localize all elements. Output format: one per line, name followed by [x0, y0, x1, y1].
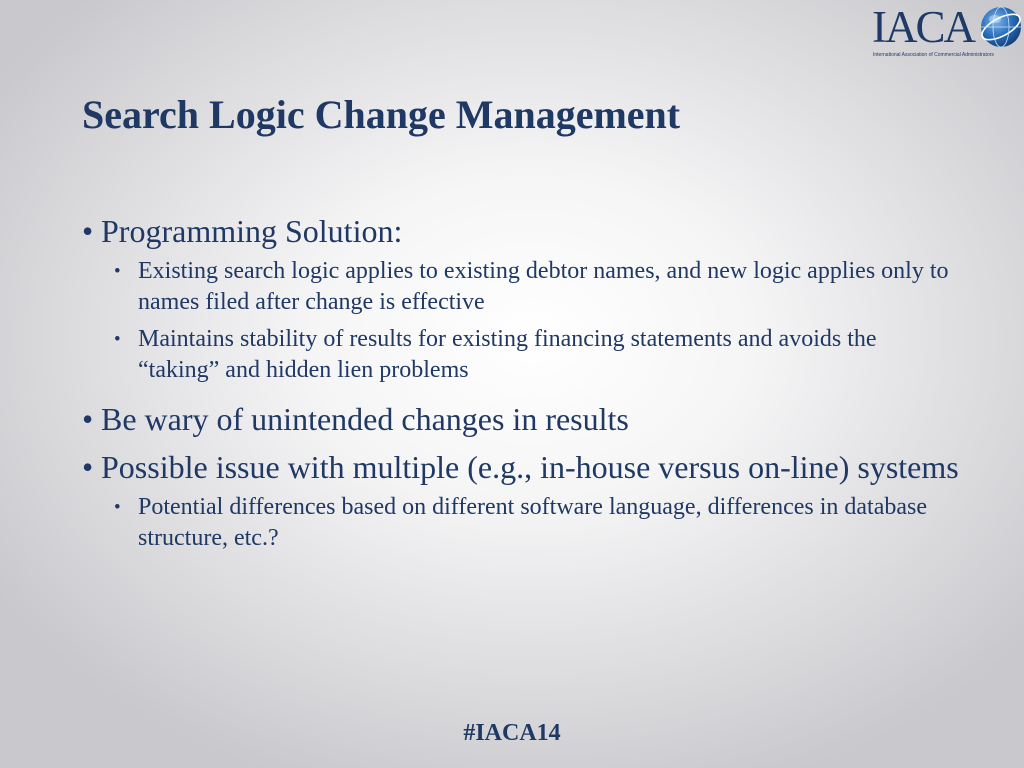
bullet-dot: •: [114, 261, 121, 282]
bullet-dot: •: [114, 329, 121, 350]
iaca-logo: [868, 2, 1024, 64]
sub-bullet-item: [114, 492, 962, 554]
sub-bullet-item: [114, 256, 962, 318]
logo-subtitle: International Association of Commercial Administrators: [873, 52, 994, 58]
bullet-item: [82, 208, 962, 254]
bullet-item: [82, 444, 962, 490]
bullet-dot: •: [82, 401, 94, 437]
bullet-text: Programming Solution:: [101, 213, 403, 249]
bullet-text: Possible issue with multiple (e.g., in-house versus on-line) systems: [101, 449, 959, 485]
globe-icon: [978, 4, 1024, 50]
bullet-item: [82, 396, 962, 442]
bullet-dot: •: [82, 449, 94, 485]
bullet-list: [82, 208, 962, 560]
logo-wordmark: IACA: [872, 2, 974, 52]
slide-footer-hashtag: #IACA14: [463, 720, 561, 746]
sub-bullet-item: [114, 324, 962, 386]
sub-bullet-text: Potential differences based on different software language, differences in database structure, etc.?: [138, 494, 928, 551]
sub-bullet-text: Maintains stability of results for existing financing statements and avoids the “taking” and hidden lien problems: [138, 326, 877, 383]
slide-title: Search Logic Change Management: [82, 92, 681, 137]
sub-bullet-text: Existing search logic applies to existing debtor names, and new logic applies only to names filed after change is effective: [138, 258, 949, 315]
bullet-dot: •: [82, 213, 94, 249]
bullet-text: Be wary of unintended changes in results: [101, 401, 629, 437]
bullet-dot: •: [114, 497, 121, 518]
